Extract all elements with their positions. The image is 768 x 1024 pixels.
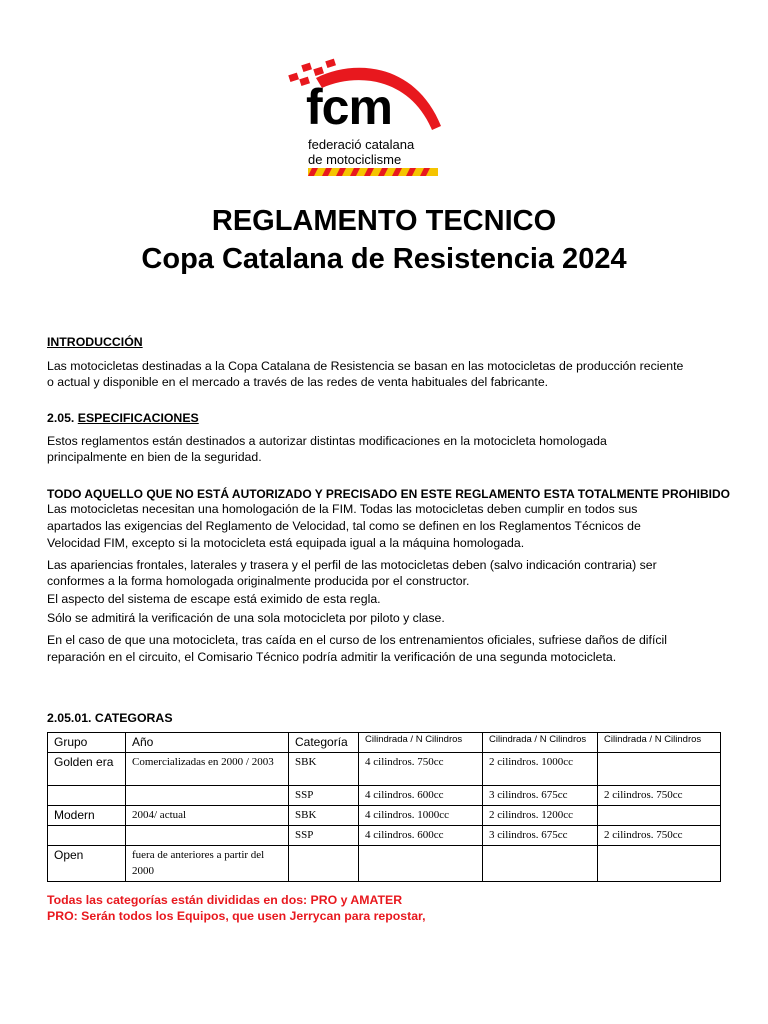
table-cell	[126, 826, 289, 846]
table-cell: 4 cilindros. 750cc	[359, 753, 483, 786]
table-cell: Golden era	[48, 753, 126, 786]
rules-p5-line2: reparación en el circuito, el Comisario Técnico podría admitir la verificación de una segunda motocicleta.	[47, 650, 617, 664]
table-cell	[598, 806, 721, 826]
table-cell	[598, 753, 721, 786]
table-cell: 4 cilindros. 600cc	[359, 826, 483, 846]
table-cell: 2 cilindros. 750cc	[598, 786, 721, 806]
table-cell: SSP	[289, 786, 359, 806]
table-cell: 2 cilindros. 1000cc	[483, 753, 598, 786]
header-cell: Categoría	[289, 733, 359, 753]
rules-p2-line1: Las apariencias frontales, laterales y trasera y el perfil de las motocicletas deben (salvo indicación contraria) ser	[47, 558, 657, 572]
document-subtitle: Copa Catalana de Resistencia 2024	[141, 243, 627, 275]
catalan-stripes-graphic	[308, 168, 438, 176]
table-cell: 2 cilindros. 1200cc	[483, 806, 598, 826]
note-line1: Todas las categorías están divididas en dos: PRO y AMATER	[47, 893, 403, 907]
header-cell: Grupo	[48, 733, 126, 753]
table-cell	[598, 846, 721, 882]
spec-text-line1: Estos reglamentos están destinados a autorizar distintas modificaciones en la motocicleta homologada	[47, 434, 607, 448]
table-header-row	[48, 733, 721, 753]
table-cell: SBK	[289, 806, 359, 826]
header-cell: Cilindrada / N Cilindros	[359, 733, 483, 753]
table-row	[48, 786, 721, 806]
table-row	[48, 806, 721, 826]
logo-subtitle-line2: de motociclisme	[308, 152, 402, 167]
header-cell: Año	[126, 733, 289, 753]
table-cell: 4 cilindros. 1000cc	[359, 806, 483, 826]
table-cell	[483, 846, 598, 882]
table-cell	[48, 826, 126, 846]
table-cell: Comercializadas en 2000 / 2003	[126, 753, 289, 786]
table-cell	[126, 786, 289, 806]
rules-p1-line3: Velocidad FIM, excepto si la motocicleta está equipada igual a la máquina homologada.	[47, 536, 525, 550]
rules-p1-line2: apartados las exigencias del Reglamento de Velocidad, tal como se definen en los Reglamentos Técnicos de	[47, 519, 641, 533]
spec-heading	[47, 410, 727, 427]
rules-p1-line1: Las motocicletas necesitan una homologación de la FIM. Todas las motocicletas deben cumplir en todos sus	[47, 502, 638, 516]
intro-text-line1: Las motocicletas destinadas a la Copa Catalana de Resistencia se basan en las motocicletas de producción reciente	[47, 359, 684, 373]
table-cell: 3 cilindros. 675cc	[483, 786, 598, 806]
table-cell	[289, 846, 359, 882]
table-row	[48, 753, 721, 786]
document-title: REGLAMENTO TECNICO	[211, 205, 557, 237]
table-cell	[359, 846, 483, 882]
categories-heading: 2.05.01. CATEGORAS	[47, 711, 173, 725]
table-cell: 3 cilindros. 675cc	[483, 826, 598, 846]
table-cell: SSP	[289, 826, 359, 846]
note-line2: PRO: Serán todos los Equipos, que usen Jerrycan para repostar,	[47, 909, 426, 923]
rules-p2-line2: conformes a la forma homologada originalmente producida por el constructor.	[47, 574, 470, 588]
rules-p5-line1: En el caso de que una motocicleta, tras caída en el curso de los entrenamientos oficiales, sufriese daños de difícil	[47, 633, 667, 647]
header-cell: Cilindrada / N Cilindros	[598, 733, 721, 753]
fcm-logo	[286, 56, 446, 178]
table-cell: Modern	[48, 806, 126, 826]
intro-heading: INTRODUCCIÓN	[47, 335, 143, 349]
header-cell: Cilindrada / N Cilindros	[483, 733, 598, 753]
logo-subtitle-line1: federació catalana	[308, 137, 415, 152]
rules-p3: El aspecto del sistema de escape está eximido de esta regla.	[47, 592, 381, 606]
table-cell: fuera de anteriores a partir del 2000	[126, 846, 289, 882]
rules-p4: Sólo se admitirá la verificación de una sola motocicleta por piloto y clase.	[47, 611, 445, 625]
table-cell: 4 cilindros. 600cc	[359, 786, 483, 806]
table-cell: SBK	[289, 753, 359, 786]
table-cell	[48, 786, 126, 806]
spec-title: ESPECIFICACIONES	[77, 411, 199, 425]
spec-text-line2: principalmente en bien de la seguridad.	[47, 450, 262, 464]
table-cell: 2 cilindros. 750cc	[598, 826, 721, 846]
table-row	[48, 846, 721, 882]
spec-number: 2.05.	[47, 411, 75, 425]
categories-table	[47, 732, 721, 882]
table-cell: Open	[48, 846, 126, 882]
prohibited-notice: TODO AQUELLO QUE NO ESTÁ AUTORIZADO Y PRECISADO EN ESTE REGLAMENTO ESTA TOTALMENTE PROHIBIDO	[47, 487, 730, 501]
intro-text-line2: o actual y disponible en el mercado a través de las redes de venta habituales del fabricante.	[47, 375, 549, 389]
table-cell: 2004/ actual	[126, 806, 289, 826]
table-row	[48, 826, 721, 846]
logo-wordmark: fcm	[306, 79, 392, 135]
